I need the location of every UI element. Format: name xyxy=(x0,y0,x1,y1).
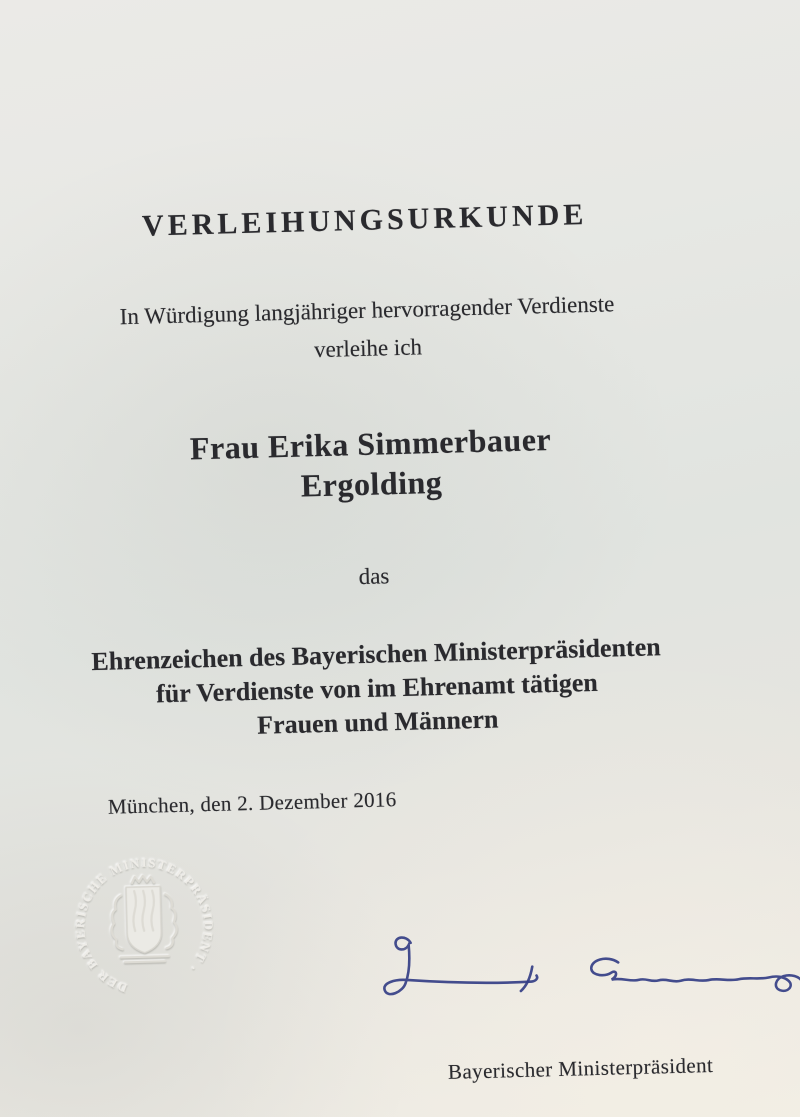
intro-line-2: verleihe ich xyxy=(313,334,423,363)
award-line-3: Frauen und Männern xyxy=(256,704,499,740)
award-line-2: für Verdienste von im Ehrenamt tätigen xyxy=(155,667,599,709)
bavarian-coat-of-arms-icon xyxy=(110,875,177,963)
recipient-name: Frau Erika Simmerbauer xyxy=(189,420,552,467)
recipient-block xyxy=(0,413,772,514)
award-block xyxy=(0,627,778,750)
recipient-place: Ergolding xyxy=(300,463,443,504)
connector-word: das xyxy=(358,563,390,590)
signer-title: Bayerischer Ministerpräsident xyxy=(447,1052,714,1084)
embossed-seal xyxy=(62,845,226,1009)
certificate-title: VERLEIHUNGSURKUNDE xyxy=(141,197,588,243)
intro-text xyxy=(0,281,768,378)
seal-ring-text: DER BAYERISCHE MINISTERPRÄSIDENT · xyxy=(73,855,216,996)
intro-line-1: In Würdigung langjähriger hervorragender Verdienste xyxy=(119,291,615,330)
dateline: München, den 2. Dezember 2016 xyxy=(107,787,397,819)
award-line-1: Ehrenzeichen des Bayerischen Ministerpräsidenten xyxy=(91,632,661,677)
signature-ink xyxy=(378,917,800,1023)
